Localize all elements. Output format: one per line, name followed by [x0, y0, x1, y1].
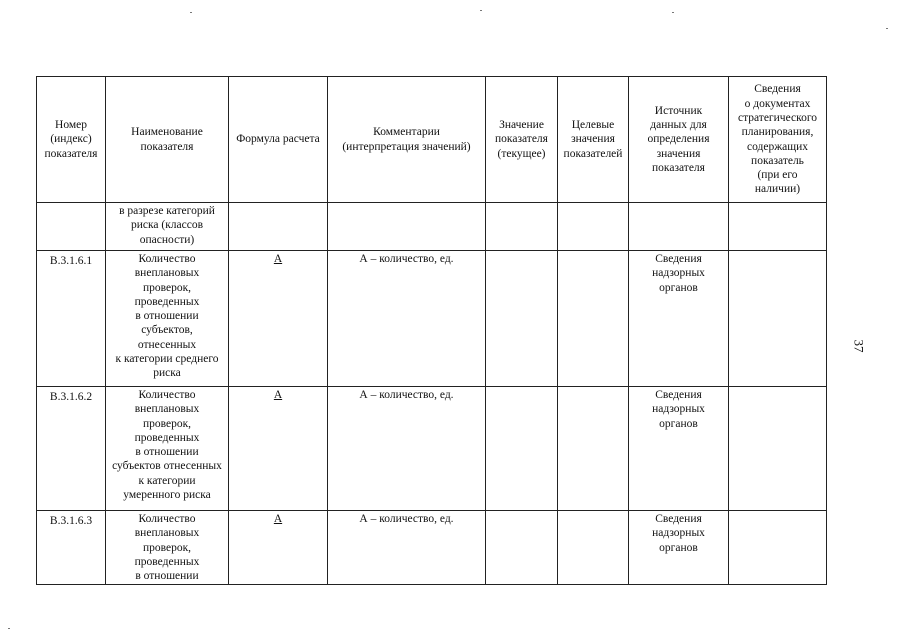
- header-strategic-docs: Сведения о документах стратегического планирования, содержащих показатель (при его наличии): [729, 77, 827, 203]
- scan-speck: [8, 628, 10, 629]
- cell-comment: А – количество, ед.: [328, 387, 486, 511]
- cell-target: [558, 387, 629, 511]
- scan-speck: [480, 10, 482, 11]
- table-row: [37, 251, 827, 387]
- cell-formula: А: [229, 387, 328, 511]
- cell-name: Количество внеплановых проверок, проведенных в отношении субъектов, отнесенных к категории среднего риска: [106, 251, 229, 387]
- header-current-value: Значение показателя (текущее): [486, 77, 558, 203]
- scan-speck: [190, 12, 192, 13]
- cell-source: Сведения надзорных органов: [629, 511, 729, 585]
- cell-comment: [328, 203, 486, 251]
- page-number: 37: [851, 339, 867, 353]
- cell-comment: А – количество, ед.: [328, 511, 486, 585]
- cell-current: [486, 203, 558, 251]
- cell-docs: [729, 511, 827, 585]
- cell-source: Сведения надзорных органов: [629, 251, 729, 387]
- header-name: Наименование показателя: [106, 77, 229, 203]
- cell-current: [486, 511, 558, 585]
- scan-speck: [886, 28, 888, 29]
- table-row: [37, 387, 827, 511]
- cell-docs: [729, 203, 827, 251]
- cell-target: [558, 251, 629, 387]
- cell-code: В.3.1.6.3: [37, 511, 106, 585]
- cell-docs: [729, 251, 827, 387]
- header-row: [37, 77, 827, 203]
- cell-code: В.3.1.6.1: [37, 251, 106, 387]
- cell-formula: А: [229, 511, 328, 585]
- scan-speck: [672, 12, 674, 13]
- header-formula: Формула расчета: [229, 77, 328, 203]
- header-comments: Комментарии (интерпретация значений): [328, 77, 486, 203]
- cell-current: [486, 251, 558, 387]
- cell-name: Количество внеплановых проверок, проведенных в отношении: [106, 511, 229, 585]
- cell-formula: [229, 203, 328, 251]
- cell-current: [486, 387, 558, 511]
- cell-code: В.3.1.6.2: [37, 387, 106, 511]
- cell-code: [37, 203, 106, 251]
- cell-comment: А – количество, ед.: [328, 251, 486, 387]
- header-target-values: Целевые значения показателей: [558, 77, 629, 203]
- cell-source: [629, 203, 729, 251]
- cell-formula: А: [229, 251, 328, 387]
- indicators-table: [36, 76, 827, 585]
- header-data-source: Источник данных для определения значения показателя: [629, 77, 729, 203]
- cell-source: Сведения надзорных органов: [629, 387, 729, 511]
- header-index: Номер (индекс) показателя: [37, 77, 106, 203]
- cell-target: [558, 203, 629, 251]
- cell-name: в разрезе категорий риска (классов опасности): [106, 203, 229, 251]
- cell-target: [558, 511, 629, 585]
- cell-docs: [729, 387, 827, 511]
- table-row: [37, 203, 827, 251]
- table-row: [37, 511, 827, 585]
- cell-name: Количество внеплановых проверок, проведенных в отношении субъектов отнесенных к категории умеренного риска: [106, 387, 229, 511]
